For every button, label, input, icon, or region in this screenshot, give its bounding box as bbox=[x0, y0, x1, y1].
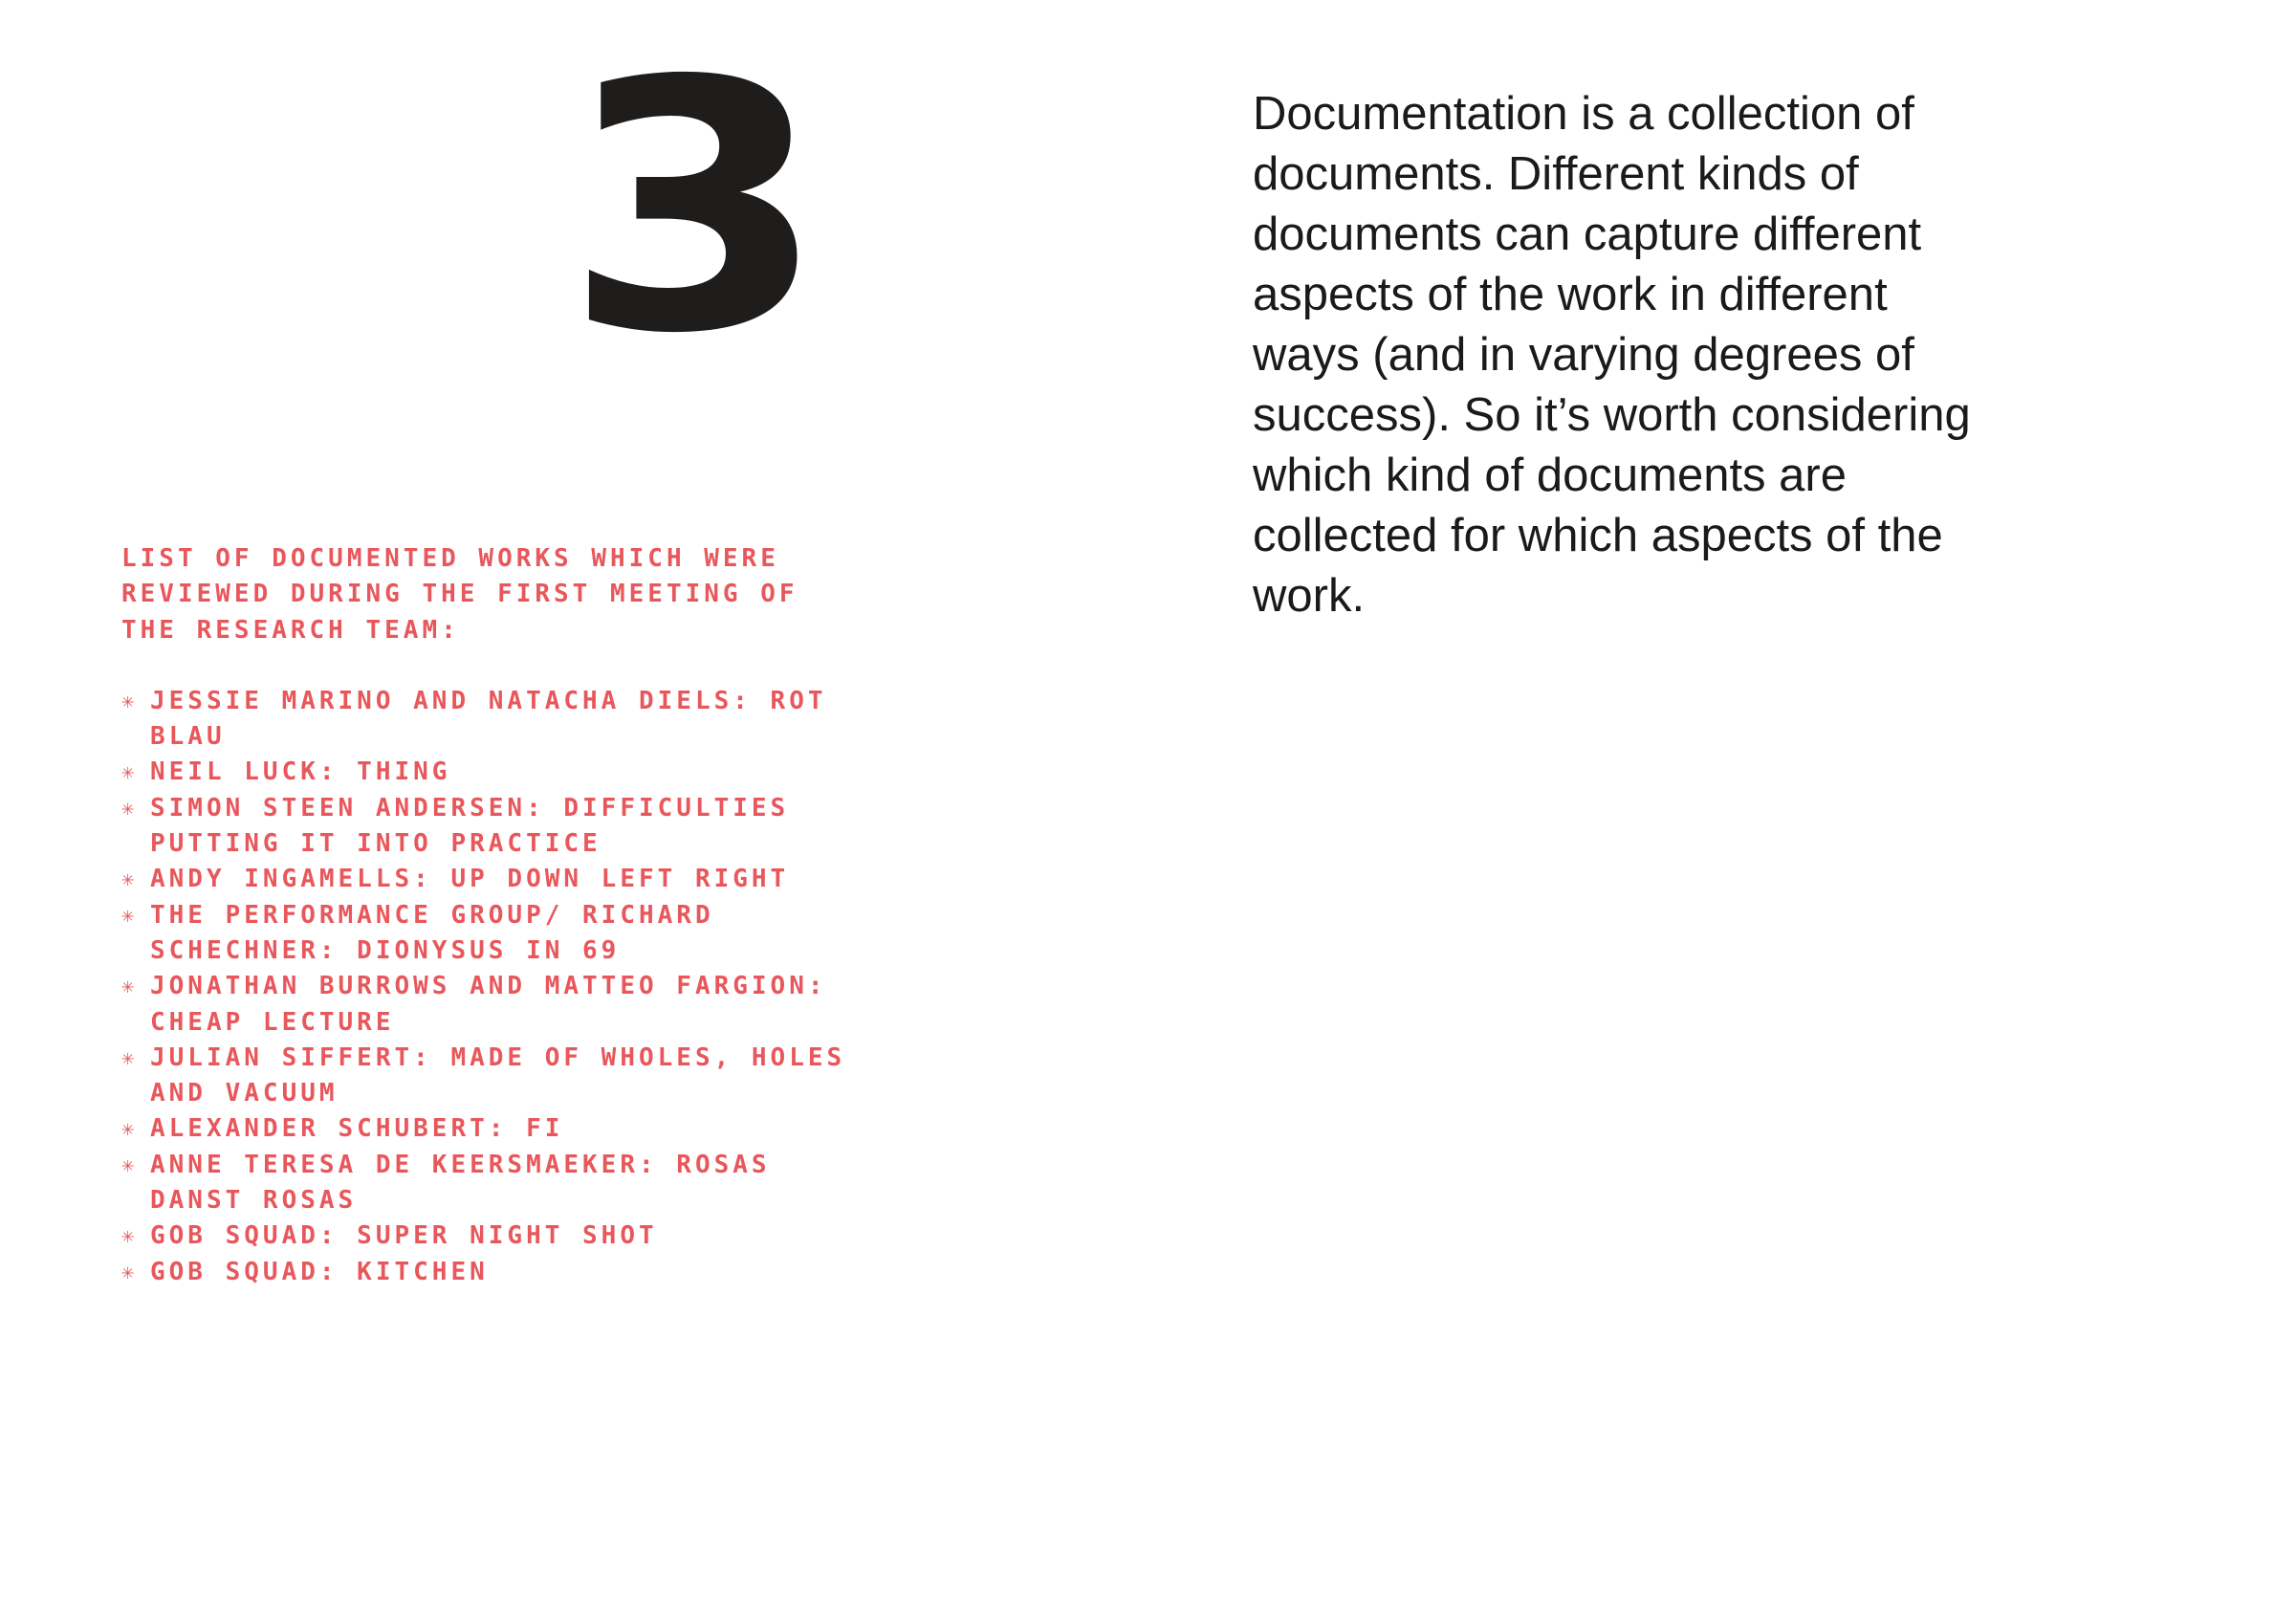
asterisk-bullet-icon: ✳ bbox=[121, 903, 135, 928]
list-item bbox=[121, 1148, 867, 1219]
work-title: JONATHAN BURROWS AND MATTEO FARGION: CHEAP LECTURE bbox=[150, 972, 827, 1037]
work-title: ANNE TERESA DE KEERSMAEKER: ROSAS DANST ROSAS bbox=[150, 1150, 771, 1216]
work-title: THE PERFORMANCE GROUP/ RICHARD SCHECHNER: DIONYSUS IN 69 bbox=[150, 900, 714, 965]
list-item bbox=[121, 1255, 867, 1290]
list-item bbox=[121, 684, 867, 756]
asterisk-bullet-icon: ✳ bbox=[121, 975, 135, 999]
list-item bbox=[121, 969, 867, 1041]
work-title: GOB SQUAD: SUPER NIGHT SHOT bbox=[150, 1221, 658, 1251]
intro-paragraph: Documentation is a collection of documents. Different kinds of documents can capture different aspects of the work in different ways (and in varying degrees of success). So it’s worth considering which kind of documents are collected for which aspects of the work. bbox=[1253, 88, 1971, 622]
asterisk-bullet-icon: ✳ bbox=[121, 1045, 135, 1070]
list-item bbox=[121, 862, 867, 897]
work-title: ALEXANDER SCHUBERT: FI bbox=[150, 1114, 564, 1144]
work-title: JULIAN SIFFERT: MADE OF WHOLES, HOLES AND VACUUM bbox=[150, 1042, 846, 1108]
list-item bbox=[121, 1111, 867, 1147]
asterisk-bullet-icon: ✳ bbox=[121, 867, 135, 892]
list-item bbox=[121, 755, 867, 790]
asterisk-bullet-icon: ✳ bbox=[121, 1152, 135, 1177]
work-title: JESSIE MARINO AND NATACHA DIELS: ROT BLAU bbox=[150, 686, 827, 752]
work-title: NEIL LUCK: THING bbox=[150, 757, 451, 787]
work-title: SIMON STEEN ANDERSEN: DIFFICULTIES PUTTING IT INTO PRACTICE bbox=[150, 793, 790, 859]
asterisk-bullet-icon: ✳ bbox=[121, 1224, 135, 1249]
asterisk-bullet-icon: ✳ bbox=[121, 1260, 135, 1284]
work-title: GOB SQUAD: KITCHEN bbox=[150, 1257, 489, 1286]
list-item bbox=[121, 791, 867, 863]
documented-works-list bbox=[121, 541, 867, 1290]
asterisk-bullet-icon: ✳ bbox=[121, 689, 135, 713]
list-item bbox=[121, 1218, 867, 1254]
list-item bbox=[121, 1041, 867, 1112]
list-item bbox=[121, 898, 867, 970]
asterisk-bullet-icon: ✳ bbox=[121, 1117, 135, 1142]
chapter-number: 3 bbox=[563, 8, 823, 408]
asterisk-bullet-icon: ✳ bbox=[121, 796, 135, 821]
work-title: ANDY INGAMELLS: UP DOWN LEFT RIGHT bbox=[150, 865, 790, 894]
works-items bbox=[121, 684, 867, 1290]
works-list-heading: LIST OF DOCUMENTED WORKS WHICH WERE REVIEWED DURING THE FIRST MEETING OF THE RESEARCH TEAM: bbox=[121, 544, 798, 645]
asterisk-bullet-icon: ✳ bbox=[121, 760, 135, 785]
